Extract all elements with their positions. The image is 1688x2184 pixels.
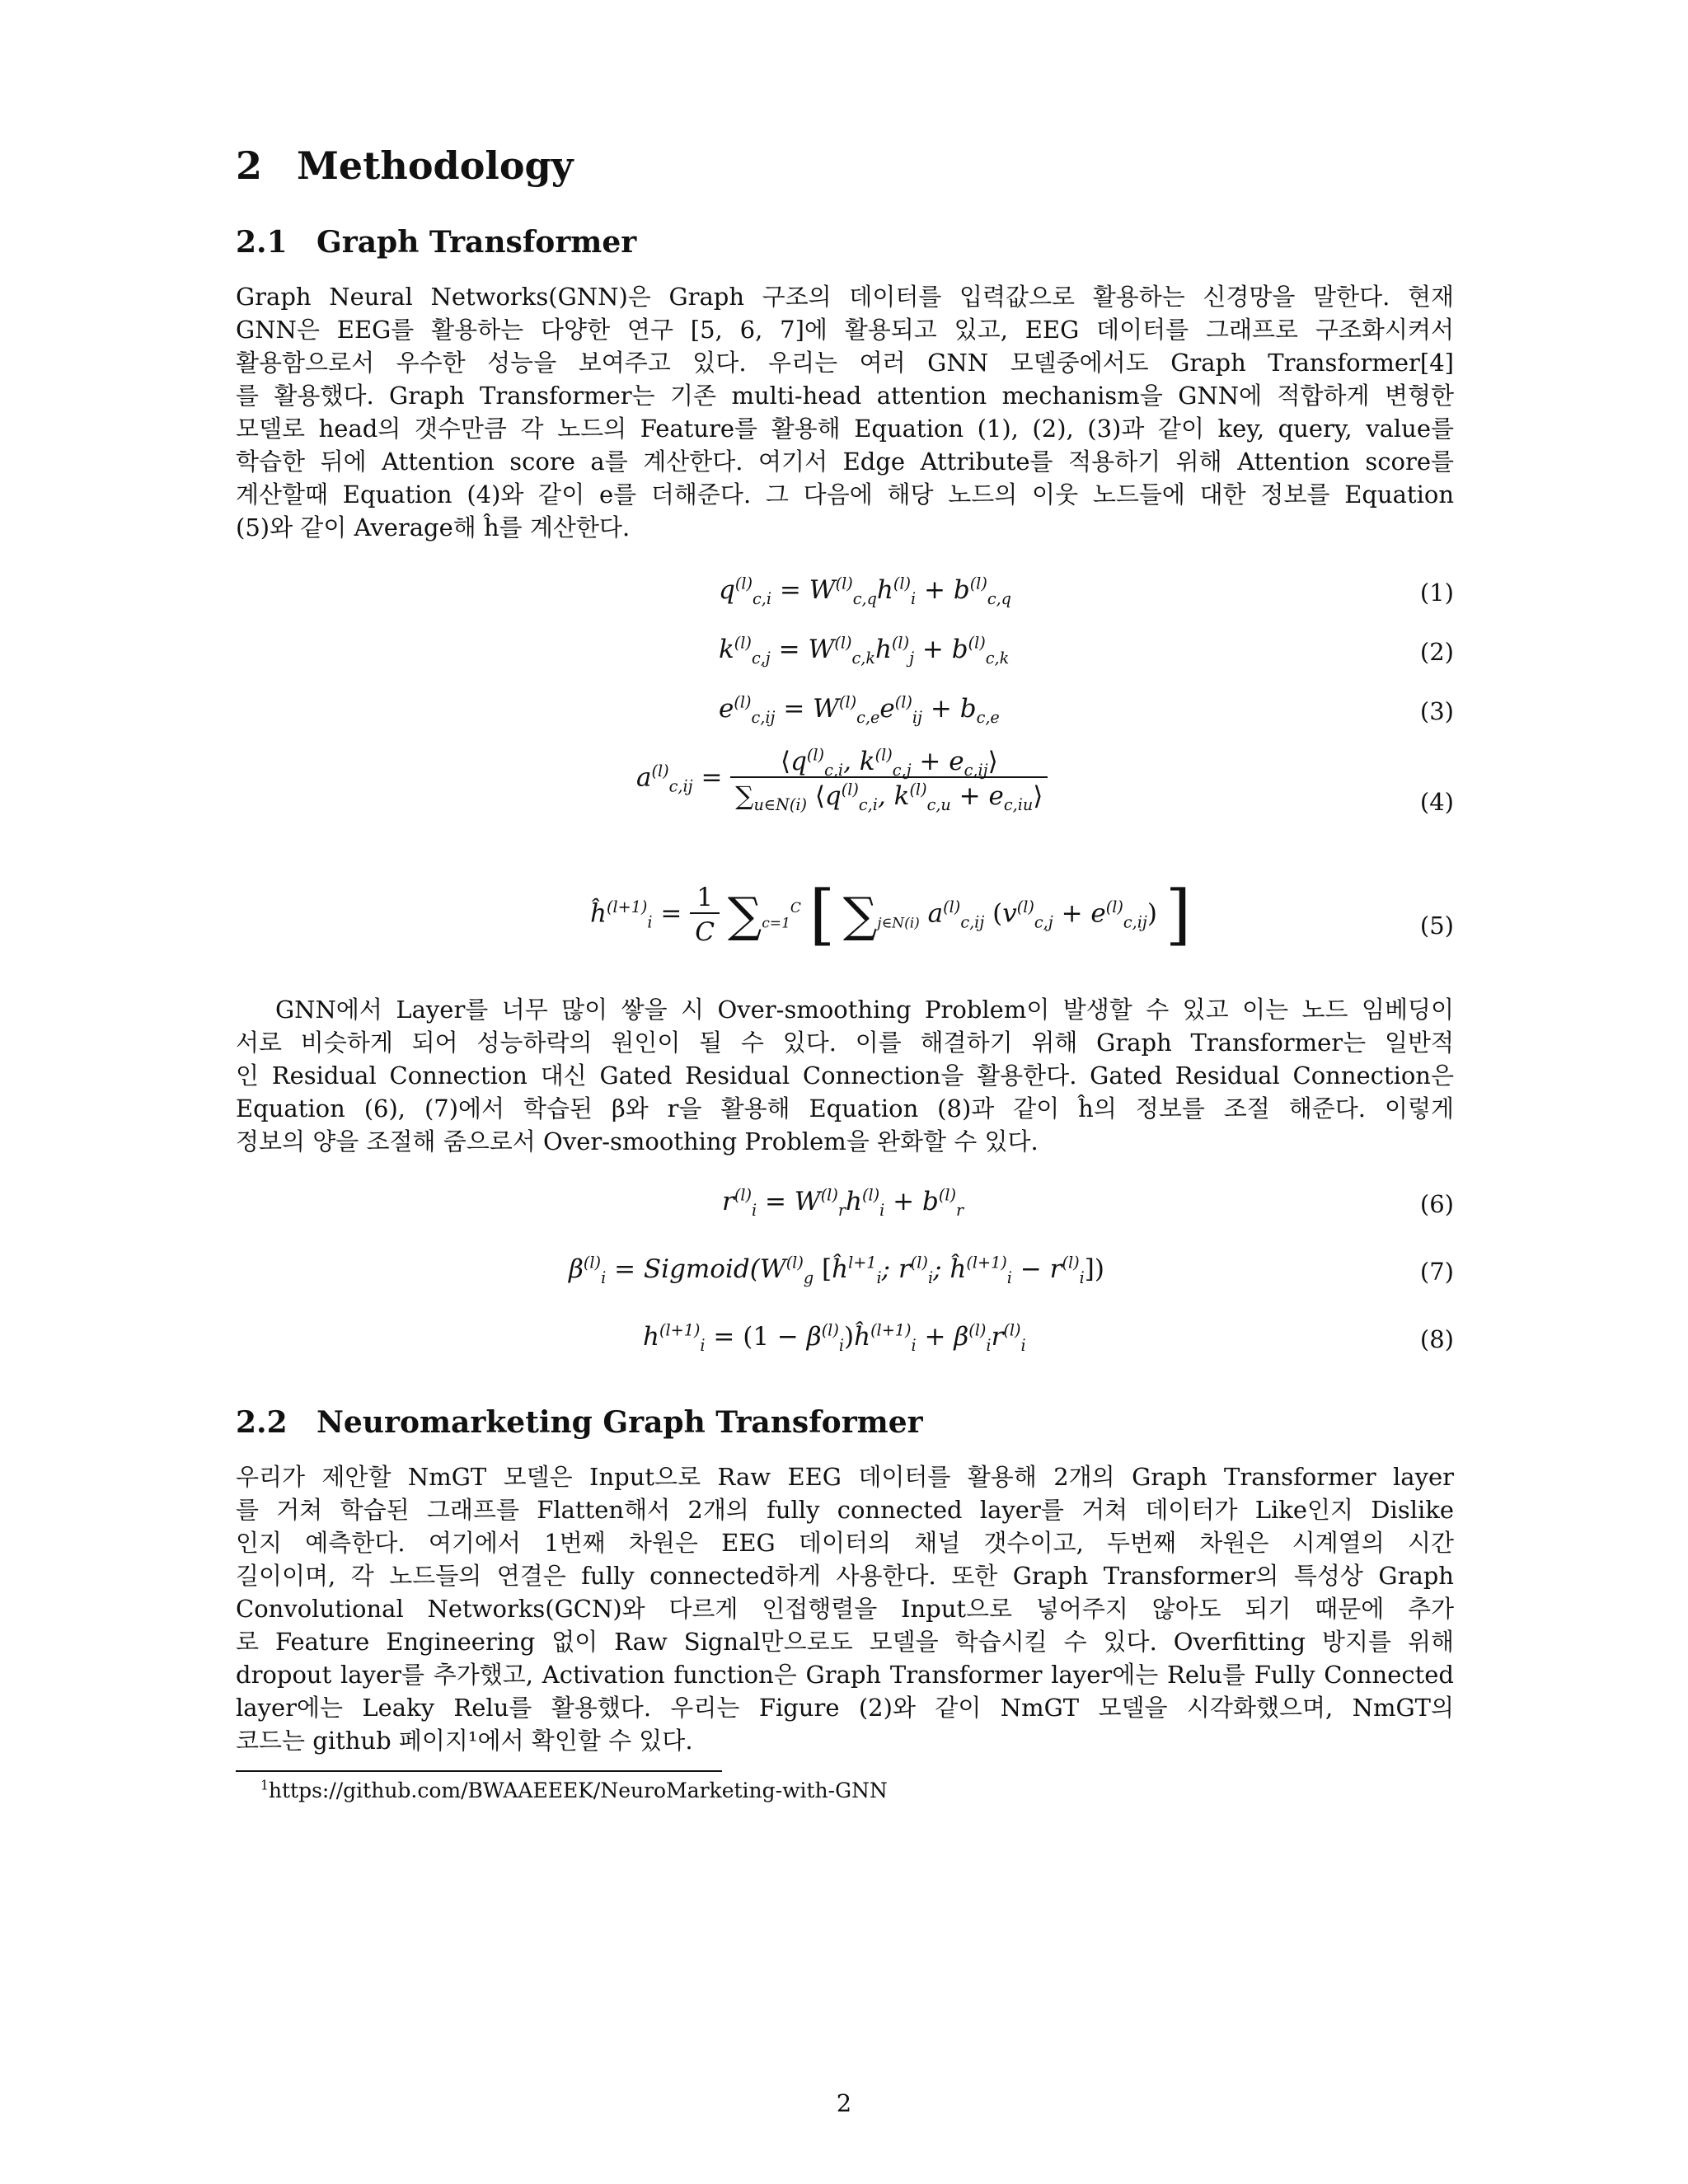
text-line: 인지 예측한다. 여기에서 1번째 차원은 EEG 데이터의 채널 갯수이고, 두번째 차원은 시계열의 시간 [236, 1529, 1454, 1557]
text-line: (5)와 같이 Average해 ĥ를 계산한다. [236, 513, 631, 541]
subsection-number: 2.2 [236, 1405, 288, 1440]
equation-body: $ĥ^{(l+1)}_i$ = $\frac{1}{C}$ $\sum_{c=1}^C$ [ $\sum_{j\in N(i)}$ $a^{(l)}_{c,ij}$ $(v^{(l)}_{c,j} + e^{(l)}_{c,ij})$ ] [590, 876, 1192, 953]
equation-number: (4) [1419, 788, 1454, 816]
subsection-heading-graph-transformer [236, 225, 637, 260]
footnote-rule [236, 1770, 722, 1772]
fraction: $\frac{⟨q^{(l)}_{c,i}, k^{(l)}_{c,j} + e_{c,ij}⟩}{\sum_{u\in N(i)} ⟨q^{(l)}_{c,i}, k^{(l)}_{c,u} + e_{c,iu}⟩}$ [730, 747, 1048, 811]
fraction: $\frac{1}{C}$ [690, 883, 720, 947]
paragraph-graph-transformer-intro [236, 280, 1454, 544]
text-line: 계산할때 Equation (4)와 같이 e를 더해준다. 그 다음에 해당 노드의 이웃 노드들에 대한 정보를 Equation [236, 480, 1454, 509]
text-line: 정보의 양을 조절해 줌으로서 Over-smoothing Problem을 완화할 수 있다. [236, 1127, 1039, 1155]
section-number: 2 [236, 143, 263, 188]
text-line: Convolutional Networks(GCN)와 다르게 인접행렬을 Input으로 넣어주지 않아도 되기 때문에 추가 [236, 1595, 1454, 1623]
section-heading [236, 143, 574, 188]
text-line: dropout layer를 추가했고, Activation function은 Graph Transformer layer에는 Relu를 Fully Connected [236, 1661, 1454, 1689]
equation-body: $k^{(l)}_{c,j} = W^{(l)}_{c,k}h^{(l)}_j + b^{(l)}_{c,k}$ [719, 633, 1010, 668]
text-line: Equation (6), (7)에서 학습된 β와 r을 활용해 Equation (8)과 같이 ĥ의 정보를 조절 해준다. 이렇게 [236, 1094, 1454, 1122]
equation-number: (7) [1419, 1258, 1454, 1286]
footnote [260, 1779, 888, 1802]
equation-2 [236, 635, 1454, 676]
equation-number: (8) [1419, 1325, 1454, 1353]
equation-number: (6) [1419, 1190, 1454, 1218]
text-line: 서로 비슷하게 되어 성능하락의 원인이 될 수 있다. 이를 해결하기 위해 Graph Transformer는 일반적 [236, 1029, 1454, 1057]
text-line: layer에는 Leaky Relu를 활용했다. 우리는 Figure (2)와 같이 NmGT 모델을 시각화했으며, NmGT의 [236, 1694, 1454, 1722]
subsection-heading-nmgt [236, 1405, 923, 1440]
equation-body: $e^{(l)}_{c,ij} = W^{(l)}_{c,e}e^{(l)}_{ij} + b_{c,e}$ [719, 692, 1000, 728]
equation-4 [236, 747, 1454, 862]
text-line: Graph Neural Networks(GNN)은 Graph 구조의 데이터를 입력값으로 활용하는 신경망을 말한다. 현재 [236, 283, 1454, 311]
equation-body: $\beta^{(l)}_i$ = $Sigmoid(W^{(l)}_g$ [$ĥ^{l+1}_i$; $r^{(l)}_i$; $ĥ^{(l+1)}_i - r^{(l)}_i$]) [569, 1253, 1104, 1288]
text-line: 를 거쳐 학습된 그래프를 Flatten해서 2개의 fully connected layer를 거쳐 데이터가 Like인지 Dislike [236, 1496, 1454, 1524]
text-line: 학습한 뒤에 Attention score a를 계산한다. 여기서 Edge Attribute를 적용하기 위해 Attention score를 [236, 448, 1454, 476]
text-line: GNN은 EEG를 활용하는 다양한 연구 [5, 6, 7]에 활용되고 있고, EEG 데이터를 그래프로 구조화시켜서 [236, 316, 1454, 344]
text-line: 활용함으로서 우수한 성능을 보여주고 있다. 우리는 여러 GNN 모델중에서도 Graph Transformer[4] [236, 349, 1454, 377]
equation-8 [236, 1322, 1454, 1363]
subsection-title: Neuromarketing Graph Transformer [316, 1405, 923, 1440]
section-title: Methodology [297, 143, 574, 188]
text-line: GNN에서 Layer를 너무 많이 쌓을 시 Over-smoothing Problem이 발생할 수 있고 이는 노드 임베딩이 [275, 996, 1454, 1024]
equation-3 [236, 694, 1454, 735]
text-line: 코드는 github 페이지¹에서 확인할 수 있다. [236, 1727, 693, 1755]
equation-number: (1) [1419, 579, 1454, 607]
text-line: 인 Residual Connection 대신 Gated Residual Connection을 활용한다. Gated Residual Connection은 [236, 1062, 1454, 1090]
equation-body: $r^{(l)}_i = W^{(l)}_rh^{(l)}_i + b^{(l)}_r$ [722, 1185, 964, 1221]
subsection-title: Graph Transformer [316, 225, 637, 260]
equation-7 [236, 1254, 1454, 1296]
text-line: 길이이며, 각 노드들의 연결은 fully connected하게 사용한다. 또한 Graph Transformer의 특성상 Graph [236, 1562, 1454, 1590]
text-line: 를 활용했다. Graph Transformer는 기존 multi-head attention mechanism을 GNN에 적합하게 변형한 [236, 382, 1454, 410]
paragraph-nmgt-model [236, 1460, 1454, 1757]
paragraph-gated-residual [236, 993, 1454, 1158]
equation-body: $a^{(l)}_{c,ij}$ = $\frac{⟨q^{(l)}_{c,i}, k^{(l)}_{c,j} + e_{c,ij}⟩}{\sum_{u\in N(i)} ⟨q^{(l)}_{c,i}, k^{(l)}_{c,u} + e_{c,iu}⟩}$ [636, 747, 1048, 811]
text-line: 로 Feature Engineering 없이 Raw Signal만으로도 모델을 학습시킬 수 있다. Overfitting 방지를 위해 [236, 1628, 1454, 1656]
equation-number: (5) [1419, 912, 1454, 940]
equation-5 [236, 874, 1454, 981]
equation-number: (3) [1419, 697, 1454, 725]
page-number: 2 [836, 2089, 852, 2117]
equation-1 [236, 575, 1454, 616]
equation-6 [236, 1187, 1454, 1228]
subsection-number: 2.1 [236, 225, 288, 260]
equation-body: $q^{(l)}_{c,i} = W^{(l)}_{c,q}h^{(l)}_i + b^{(l)}_{c,q}$ [719, 574, 1011, 609]
text-line: 모델로 head의 갯수만큼 각 노드의 Feature를 활용해 Equation (1), (2), (3)과 같이 key, query, value를 [236, 415, 1454, 443]
footnote-mark: 1 [260, 1778, 269, 1793]
equation-body: $h^{(l+1)}_i = (1$ − $\beta^{(l)}_i)ĥ^{(l+1)}_i + \beta^{(l)}_ir^{(l)}_i$ [643, 1320, 1026, 1356]
equation-number: (2) [1419, 638, 1454, 666]
text-line: 우리가 제안할 NmGT 모델은 Input으로 Raw EEG 데이터를 활용해 2개의 Graph Transformer layer [236, 1463, 1454, 1491]
footnote-link[interactable]: https://github.com/BWAAEEEK/NeuroMarketing-with-GNN [268, 1779, 888, 1802]
